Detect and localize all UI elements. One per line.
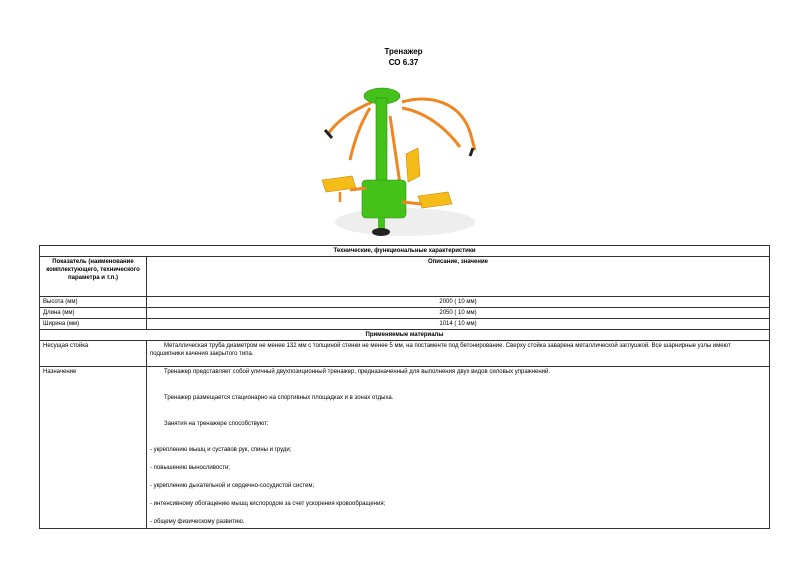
list-item: - интенсивному обогащению мышц кислородом за счет ускорения кровообращения; [150,501,386,507]
dim-name: Длина (мм) [40,308,147,319]
column-header-row [40,257,770,297]
base-plate [372,228,390,236]
dim-value: 2050 ( 10 мм) [147,308,770,319]
table-row [40,341,770,367]
col-desc-header: Описание, значение [147,257,770,297]
materials-title: Применяемые материалы [40,330,770,341]
table-row [40,367,770,529]
table-row [40,308,770,319]
rack-desc [147,341,770,367]
list-item: - общему физическому развитию. [150,519,245,525]
dim-name: Ширина (мм) [40,319,147,330]
purpose-desc [147,367,770,529]
section-header-row [40,246,770,257]
rack-text: Металлическая труба диаметром не менее 132 мм с толщиной стенки не менее 5 мм, на постаменте под бетонирование. Сверху стойка заварена металлической заглушкой. Все шарнирные узлы имеют подшипники качения закрытого типа. [150,343,731,357]
list-item: - укреплению мышц и суставов рук, спины и груди; [150,447,292,453]
back-support [390,116,400,184]
central-block [362,180,406,218]
purpose-p3: Занятия на тренажере способствуют: [164,421,269,427]
table-row [40,319,770,330]
back-rest [406,148,420,182]
rack-name: Несущая стойка [40,341,147,367]
spec-table [39,245,770,529]
equipment-illustration [310,72,500,244]
doc-title: Тренажер [384,47,423,56]
table-row [40,297,770,308]
purpose-p2: Тренажер размещается стационарно на спортивных площадках и в зонах отдыха. [164,395,394,401]
purpose-name: Назначение [40,367,147,529]
dim-value: 2000 ( 10 мм) [147,297,770,308]
right-seat [418,192,452,208]
list-item: - повышению выносливости; [150,465,230,471]
col-param-header: Показатель (наименование комплектующего, технического параметра и т.п.) [40,257,147,297]
doc-model: СО 6.37 [388,58,419,67]
dim-name: Высота (мм) [40,297,147,308]
section-title: Технические, функциональные характеристики [40,246,770,257]
list-item: - укреплению дыхательной и сердечно-сосудистой систем; [150,483,315,489]
dim-value: 1014 ( 10 мм) [147,319,770,330]
materials-header-row [40,330,770,341]
purpose-p1: Тренажер представляет собой уличный двухпозиционный тренажер, предназначенный для выполнения двух видов силовых упражнений. [164,369,551,375]
